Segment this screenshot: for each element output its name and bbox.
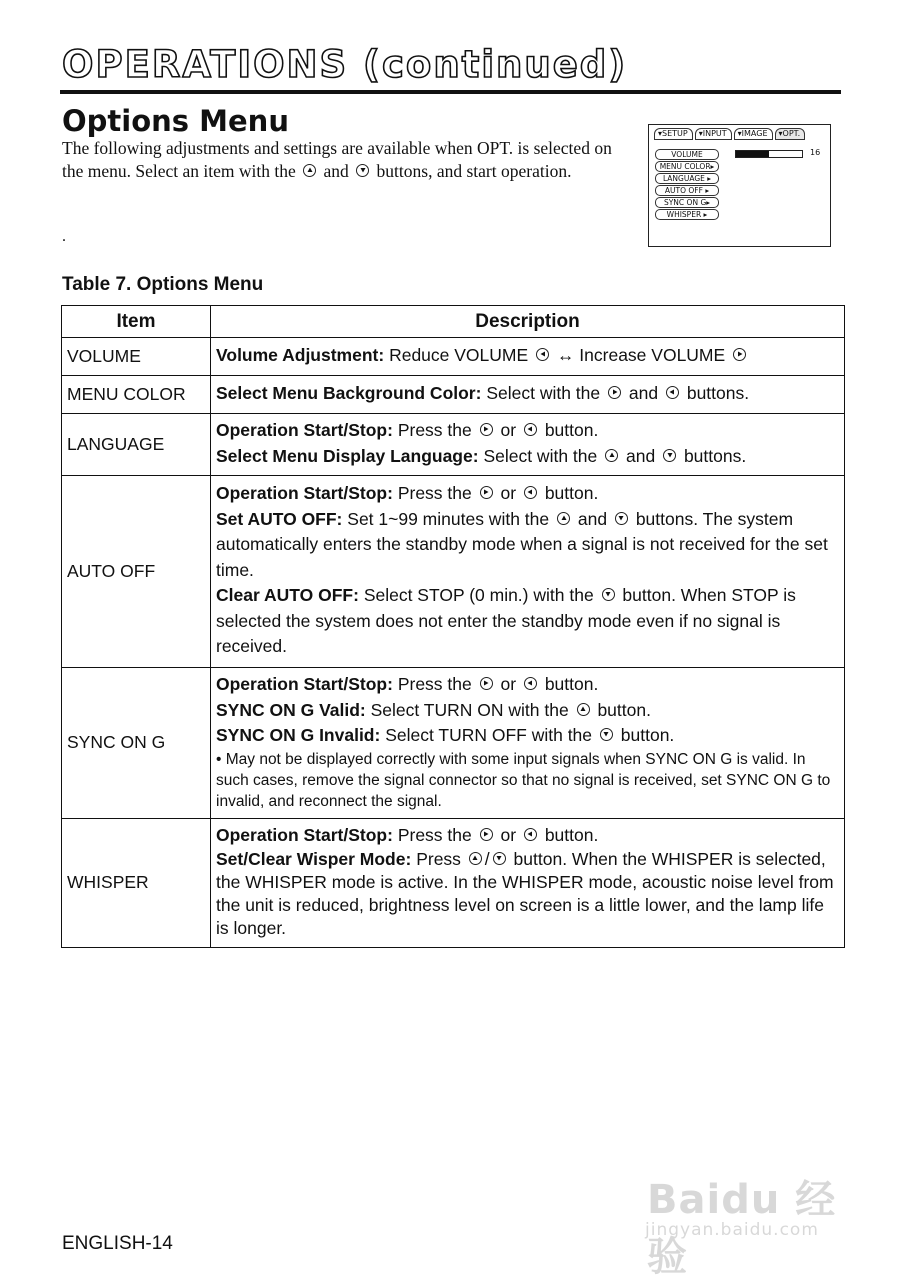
- desc-label: Select Menu Background Color:: [216, 382, 482, 403]
- stray-dot: .: [62, 228, 66, 245]
- right-button-icon: [480, 828, 493, 841]
- table-row-menu-color: [62, 376, 845, 414]
- table-caption: Table 7. Options Menu: [62, 274, 264, 295]
- osd-item-sync-on-g: SYNC ON G▸: [655, 197, 719, 208]
- table-row-whisper: [62, 818, 845, 947]
- desc-text: /: [484, 849, 490, 870]
- right-button-icon: [480, 677, 493, 690]
- desc-text: Press the: [397, 483, 472, 504]
- desc-label: Clear AUTO OFF:: [216, 585, 359, 606]
- desc-text: Press the: [397, 824, 472, 845]
- osd-item-language: LANGUAGE ▸: [655, 173, 719, 184]
- intro-text-2: buttons, and start operation.: [376, 161, 572, 181]
- up-button-icon: [557, 512, 570, 525]
- osd-menu-illustration: [648, 124, 831, 247]
- left-button-icon: [524, 486, 537, 499]
- section-title: Options Menu: [62, 104, 289, 138]
- desc-text: button. When STOP is selected the system does not enter the standby mode even if no signal is received.: [216, 585, 796, 657]
- desc-text: button.: [544, 674, 599, 694]
- desc-text: Select TURN ON with the: [370, 699, 569, 720]
- desc-text: buttons. The system automatically enters the standby mode when a signal is not received for the set time.: [216, 508, 828, 580]
- left-button-icon: [536, 348, 549, 361]
- osd-item-volume: VOLUME: [655, 149, 719, 160]
- row-item-whisper: WHISPER: [62, 818, 211, 947]
- row-desc-sync-on-g: [211, 668, 845, 819]
- desc-text: Select TURN OFF with the: [385, 725, 593, 745]
- desc-text: Press the: [397, 420, 472, 440]
- right-button-icon: [733, 348, 746, 361]
- osd-tabs: [654, 128, 805, 140]
- osd-item-list: [655, 149, 719, 220]
- bidirectional-arrow-icon: ↔: [556, 344, 575, 365]
- desc-text: Select with the: [483, 445, 598, 466]
- desc-label: Select Menu Display Language:: [216, 445, 479, 466]
- left-button-icon: [524, 677, 537, 690]
- desc-text: button.: [544, 483, 599, 504]
- table-row-sync-on-g: [62, 668, 845, 819]
- up-button-icon: [303, 164, 316, 177]
- desc-text: or: [500, 420, 517, 440]
- osd-volume-bar: [735, 150, 803, 158]
- right-button-icon: [480, 423, 493, 436]
- desc-label: Set AUTO OFF:: [216, 508, 343, 529]
- desc-label: Operation Start/Stop:: [216, 483, 393, 504]
- desc-label: Volume Adjustment:: [216, 344, 385, 365]
- up-button-icon: [469, 852, 482, 865]
- desc-text: Reduce VOLUME: [389, 344, 529, 365]
- table-header-row: [62, 306, 845, 338]
- desc-text: Press the: [397, 674, 472, 694]
- row-item-language: LANGUAGE: [62, 414, 211, 476]
- desc-text: buttons.: [686, 382, 750, 403]
- desc-text: buttons.: [683, 445, 747, 466]
- down-button-icon: [600, 728, 613, 741]
- down-button-icon: [356, 164, 369, 177]
- desc-text: Increase VOLUME: [579, 344, 726, 365]
- desc-text: or: [500, 483, 517, 504]
- right-button-icon: [608, 386, 621, 399]
- watermark-brand: Baidu 经验: [647, 1177, 837, 1280]
- row-desc-language: [211, 414, 845, 476]
- desc-label: SYNC ON G Valid:: [216, 699, 366, 720]
- desc-text: Set 1~99 minutes with the: [347, 508, 550, 529]
- desc-label: Set/Clear Wisper Mode:: [216, 849, 412, 870]
- header-rule: [60, 90, 841, 94]
- osd-volume-value: 16: [810, 148, 821, 157]
- down-button-icon: [615, 512, 628, 525]
- desc-text: and: [628, 382, 659, 403]
- column-header-item: Item: [62, 306, 211, 338]
- down-button-icon: [663, 449, 676, 462]
- desc-text: or: [500, 824, 517, 845]
- table-row-auto-off: [62, 476, 845, 668]
- osd-tab-setup: ▾SETUP: [654, 128, 693, 140]
- desc-text: and: [626, 445, 656, 466]
- desc-label: Operation Start/Stop:: [216, 824, 393, 845]
- up-button-icon: [605, 449, 618, 462]
- down-button-icon: [493, 852, 506, 865]
- sync-on-g-note: • May not be displayed correctly with some input signals when SYNC ON G is valid. In such cases, remove the signal connector so that no signal is received, set SYNC ON G to invalid, and reconnect the signal.: [216, 750, 831, 810]
- right-button-icon: [480, 486, 493, 499]
- row-desc-auto-off: [211, 476, 845, 668]
- desc-text: button.: [597, 699, 651, 720]
- page-header-title: OPERATIONS (continued): [62, 43, 628, 86]
- table-row-volume: [62, 338, 845, 376]
- left-button-icon: [666, 386, 679, 399]
- table-row-language: [62, 414, 845, 476]
- desc-text: Select with the: [486, 382, 601, 403]
- row-desc-menu-color: [211, 376, 845, 414]
- desc-text: button.: [620, 725, 675, 745]
- options-menu-table: [61, 305, 845, 948]
- watermark-url: jingyan.baidu.com: [645, 1220, 819, 1240]
- up-button-icon: [577, 703, 590, 716]
- osd-item-menu-color: MENU COLOR▸: [655, 161, 719, 172]
- down-button-icon: [602, 588, 615, 601]
- row-desc-volume: [211, 338, 845, 376]
- desc-text: and: [577, 508, 608, 529]
- desc-text: Press: [416, 849, 461, 870]
- baidu-watermark: [643, 1150, 853, 1280]
- desc-text: or: [500, 674, 517, 694]
- row-item-volume: VOLUME: [62, 338, 211, 376]
- desc-text: button.: [544, 420, 599, 440]
- osd-tab-input: ▾INPUT: [695, 128, 732, 140]
- desc-label: Operation Start/Stop:: [216, 674, 393, 694]
- row-item-auto-off: AUTO OFF: [62, 476, 211, 668]
- desc-text: button. When the WHISPER is selected, the WHISPER mode is active. In the WHISPER mode, acoustic noise level from the unit is reduced, brightness level on screen is a little lower, and the lamp life is longer.: [216, 849, 834, 939]
- row-item-sync-on-g: SYNC ON G: [62, 668, 211, 819]
- osd-tab-opt: ▾OPT.: [775, 128, 806, 140]
- left-button-icon: [524, 423, 537, 436]
- row-desc-whisper: [211, 818, 845, 947]
- desc-text: button.: [544, 824, 599, 845]
- page-number: ENGLISH-14: [62, 1233, 173, 1254]
- osd-item-whisper: WHISPER ▸: [655, 209, 719, 220]
- row-item-menu-color: MENU COLOR: [62, 376, 211, 414]
- desc-text: Select STOP (0 min.) with the: [363, 585, 594, 606]
- desc-label: SYNC ON G Invalid:: [216, 725, 381, 745]
- osd-volume-bar-fill: [736, 151, 769, 157]
- intro-text-1: The following adjustments and settings are available when OPT. is selected on the menu. Select an item with the: [62, 138, 612, 181]
- intro-paragraph: [62, 137, 622, 183]
- desc-label: Operation Start/Stop:: [216, 420, 393, 440]
- column-header-description: Description: [211, 306, 845, 338]
- osd-tab-image: ▾IMAGE: [734, 128, 773, 140]
- intro-and: and: [323, 161, 349, 181]
- left-button-icon: [524, 828, 537, 841]
- osd-item-auto-off: AUTO OFF ▸: [655, 185, 719, 196]
